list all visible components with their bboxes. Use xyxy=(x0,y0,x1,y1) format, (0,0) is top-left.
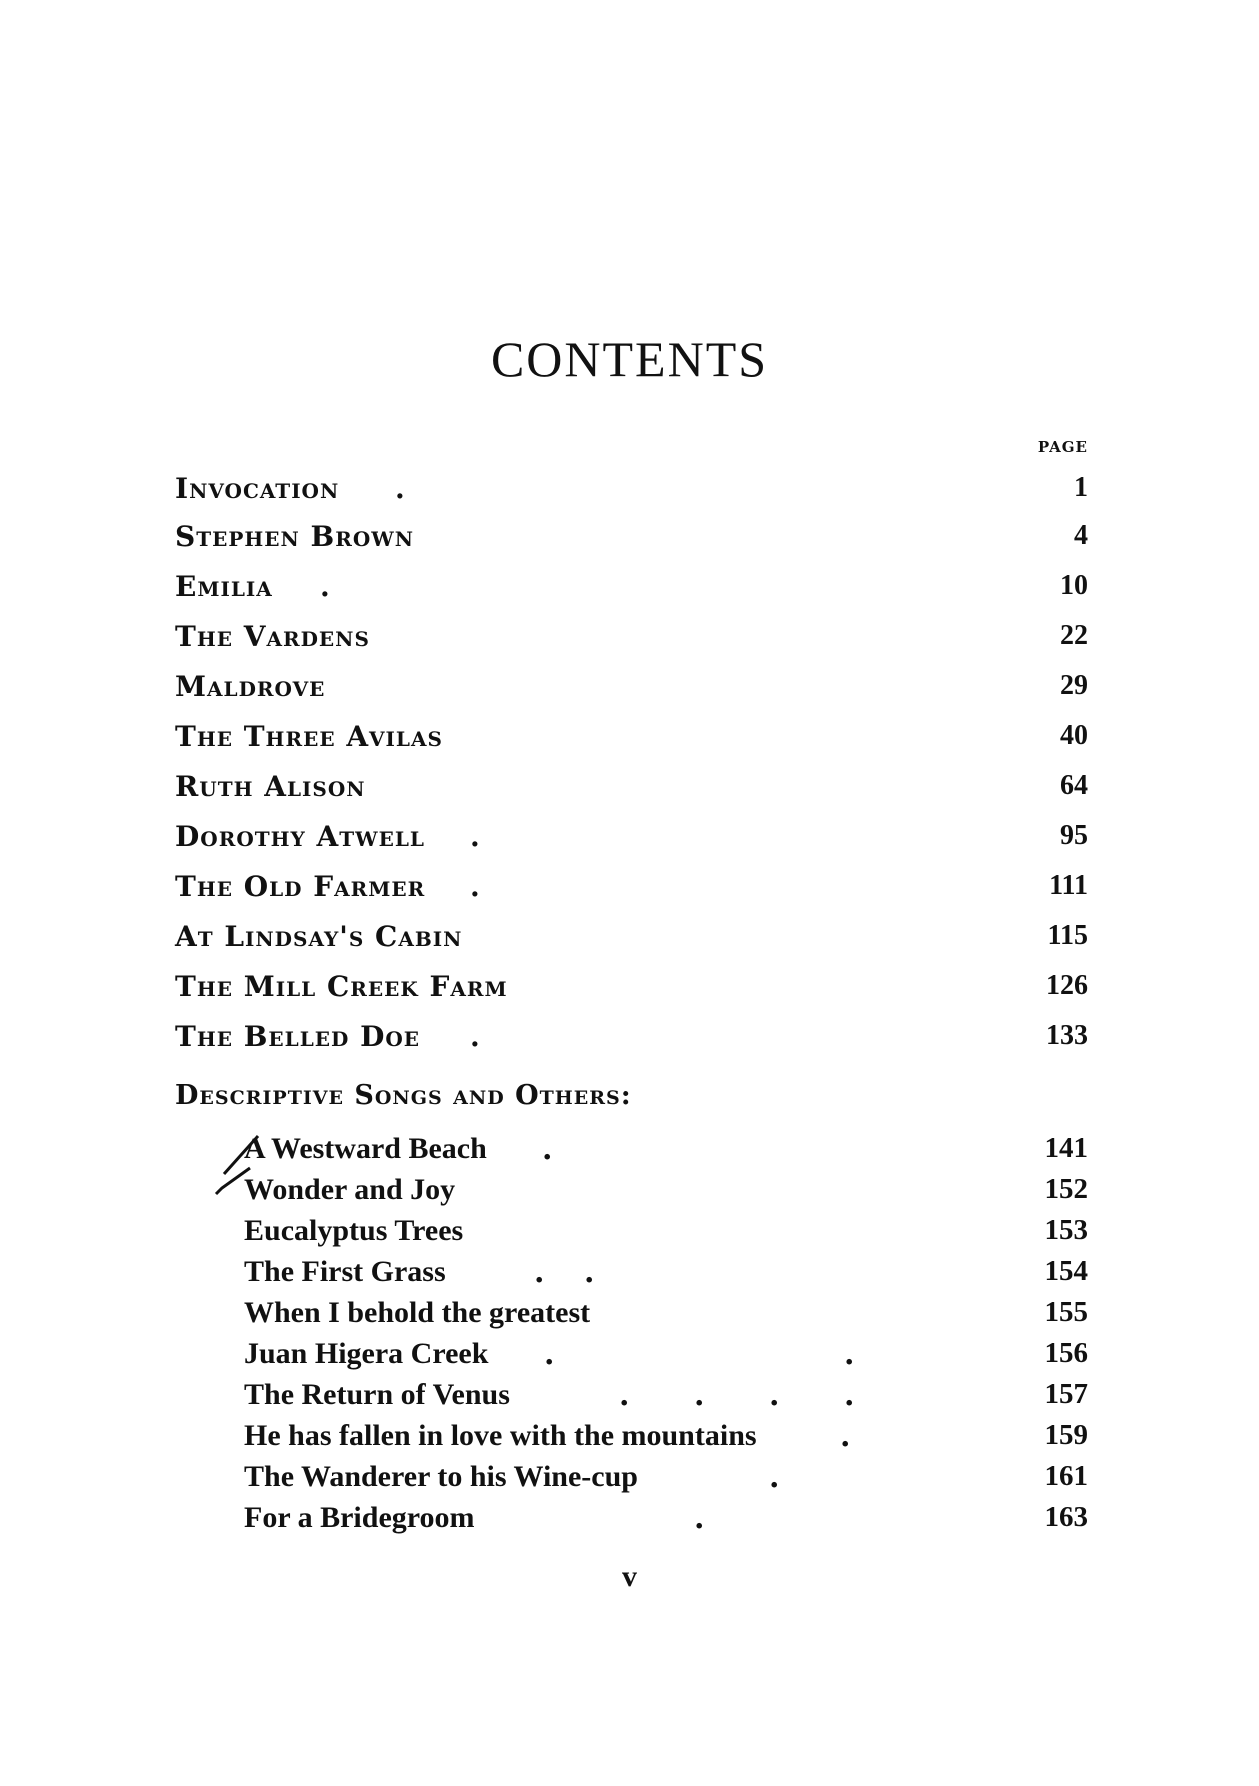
toc-entry xyxy=(175,920,1088,960)
toc-entry-title: Dorothy Atwell xyxy=(175,820,425,853)
toc-entry xyxy=(175,570,1088,610)
leader-dot: . xyxy=(320,570,330,603)
section-heading: Descriptive Songs and Others: xyxy=(175,1080,632,1111)
toc-entry-title: Stephen Brown xyxy=(175,520,415,553)
leader-dot: . xyxy=(395,472,405,505)
toc-entry-title: Maldrove xyxy=(175,670,326,703)
toc-sub-entry-page: 153 xyxy=(1044,1214,1088,1246)
toc-entry xyxy=(175,1020,1088,1060)
toc-entry-title: Invocation xyxy=(175,472,340,505)
toc-sub-entry xyxy=(244,1419,1088,1457)
leader-dot: . xyxy=(544,1337,555,1372)
leader-dot: . xyxy=(470,870,480,903)
toc-sub-entry xyxy=(244,1501,1088,1539)
toc-sub-entry xyxy=(244,1132,1088,1170)
toc-entry xyxy=(175,820,1088,860)
toc-sub-entry-page: 154 xyxy=(1044,1255,1088,1287)
toc-entry xyxy=(175,472,1088,512)
toc-entry-page: 126 xyxy=(1046,970,1088,1001)
toc-entry-title: Ruth Alison xyxy=(175,770,366,803)
leader-dot: . xyxy=(844,1337,855,1372)
page-column-label: PAGE xyxy=(1037,438,1088,456)
toc-sub-entry-title: For a Bridegroom xyxy=(244,1501,475,1534)
leader-dot: . xyxy=(470,1020,480,1053)
toc-sub-entry xyxy=(244,1214,1088,1252)
toc-entry-page: 10 xyxy=(1060,570,1088,601)
toc-entry xyxy=(175,670,1088,710)
toc-sub-entry-title: A Westward Beach xyxy=(244,1132,487,1165)
toc-entry-title: The Belled Doe xyxy=(175,1020,421,1053)
toc-entry-page: 29 xyxy=(1060,670,1088,701)
page-title: CONTENTS xyxy=(490,331,769,387)
leader-dot: . xyxy=(470,820,480,853)
toc-sub-entry-page: 141 xyxy=(1044,1132,1088,1164)
toc-entry-title: The Vardens xyxy=(175,620,370,653)
toc-sub-entry xyxy=(244,1173,1088,1211)
toc-entry xyxy=(175,520,1088,560)
toc-entry-title: Emilia xyxy=(175,570,273,603)
leader-dot: . xyxy=(769,1378,780,1413)
toc-sub-entry-title: When I behold the greatest xyxy=(244,1296,591,1329)
toc-entry-page: 95 xyxy=(1060,820,1088,851)
toc-entry xyxy=(175,770,1088,810)
toc-sub-entry-page: 163 xyxy=(1044,1501,1088,1533)
toc-sub-entry-page: 161 xyxy=(1044,1460,1088,1492)
leader-dot: . xyxy=(844,1378,855,1413)
toc-sub-entry-title: The Wanderer to his Wine-cup xyxy=(244,1460,638,1493)
toc-entry-page: 133 xyxy=(1046,1020,1088,1051)
toc-entry-page: 1 xyxy=(1074,472,1088,503)
toc-entry xyxy=(175,620,1088,660)
toc-sub-entry-title: Eucalyptus Trees xyxy=(244,1214,464,1247)
toc-entry-page: 22 xyxy=(1060,620,1088,651)
leader-dot: . xyxy=(619,1378,630,1413)
toc-entry xyxy=(175,720,1088,760)
toc-entry-title: The Old Farmer xyxy=(175,870,426,903)
leader-dot: . xyxy=(534,1255,545,1290)
toc-entry-title: At Lindsay's Cabin xyxy=(175,920,463,953)
toc-sub-entry-title: Juan Higera Creek xyxy=(244,1337,489,1370)
toc-sub-entry-title: Wonder and Joy xyxy=(244,1173,456,1206)
toc-sub-entry xyxy=(244,1460,1088,1498)
toc-sub-entry xyxy=(244,1378,1088,1416)
toc-sub-entry xyxy=(244,1337,1088,1375)
toc-sub-entry-page: 159 xyxy=(1044,1419,1088,1451)
leader-dot: . xyxy=(694,1378,705,1413)
toc-entry-page: 111 xyxy=(1049,870,1088,901)
toc-entry-title: The Mill Creek Farm xyxy=(175,970,508,1003)
toc-entry xyxy=(175,970,1088,1010)
leader-dot: . xyxy=(584,1255,595,1290)
toc-entry-title: The Three Avilas xyxy=(175,720,443,753)
leader-dot: . xyxy=(542,1132,553,1167)
toc-sub-entry-title: The Return of Venus xyxy=(244,1378,510,1411)
toc-entry-page: 64 xyxy=(1060,770,1088,801)
toc-sub-entry xyxy=(244,1296,1088,1334)
toc-entry-page: 40 xyxy=(1060,720,1088,751)
toc-sub-entry-page: 157 xyxy=(1044,1378,1088,1410)
toc-sub-entry-page: 156 xyxy=(1044,1337,1088,1369)
toc-entry-page: 4 xyxy=(1074,520,1088,551)
leader-dot: . xyxy=(694,1501,705,1536)
toc-entry-page: 115 xyxy=(1047,920,1088,951)
toc-sub-entry-page: 152 xyxy=(1044,1173,1088,1205)
toc-sub-entry-page: 155 xyxy=(1044,1296,1088,1328)
toc-sub-entry-title: He has fallen in love with the mountains xyxy=(244,1419,757,1452)
leader-dot: . xyxy=(840,1419,851,1454)
leader-dot: . xyxy=(769,1460,780,1495)
toc-entry xyxy=(175,870,1088,910)
toc-sub-entry-title: The First Grass xyxy=(244,1255,446,1288)
page-folio: v xyxy=(622,1560,637,1593)
toc-sub-entry xyxy=(244,1255,1088,1293)
